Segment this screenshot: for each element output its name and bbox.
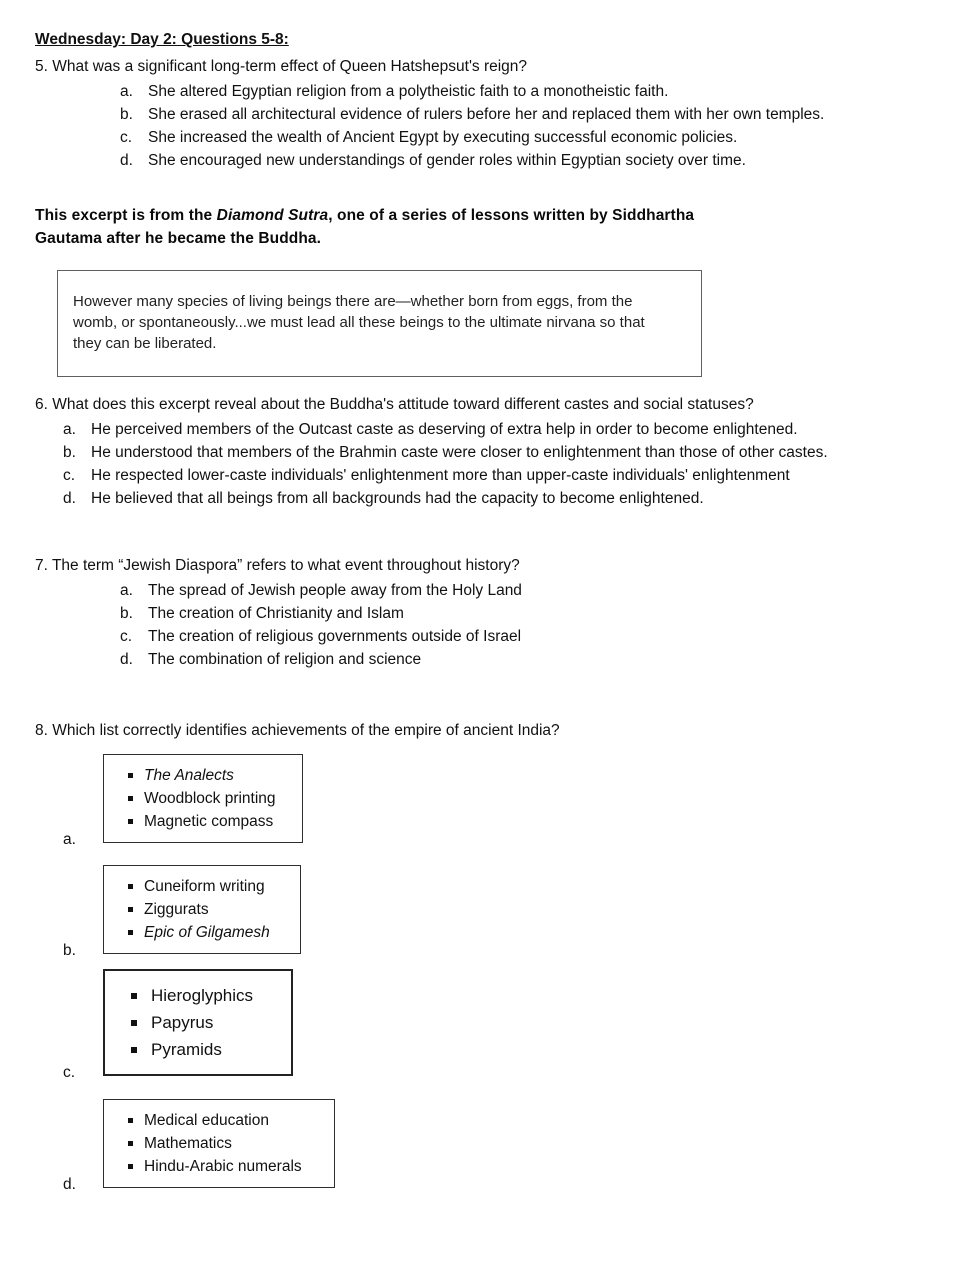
option-text: The spread of Jewish people away from the Holy Land <box>148 582 522 599</box>
list-item-text: Papyrus <box>151 1013 214 1032</box>
answer-option <box>120 80 959 103</box>
bullet-square-icon <box>128 796 133 801</box>
option-letter: c. <box>63 467 76 484</box>
answer-option <box>63 464 959 487</box>
list-item <box>110 810 296 833</box>
bullet-square-icon <box>131 1047 137 1053</box>
list-item <box>110 787 296 810</box>
list-item-text: Pyramids <box>151 1040 222 1059</box>
answer-option <box>120 579 959 602</box>
bullet-square-icon <box>128 1118 133 1123</box>
list-item <box>111 1009 285 1036</box>
answer-choice-b <box>35 865 959 959</box>
list-item <box>110 921 294 944</box>
question-8 <box>35 719 959 1193</box>
choice-label: d. <box>63 1176 76 1193</box>
bullet-square-icon <box>128 884 133 889</box>
excerpt-intro-before: This excerpt is from the <box>35 207 217 224</box>
list-item <box>111 1036 285 1063</box>
bullet-square-icon <box>131 1020 137 1026</box>
answer-list-box <box>103 1099 335 1188</box>
list-item <box>110 875 294 898</box>
list-item-text: Cuneiform writing <box>144 878 265 895</box>
option-letter: b. <box>120 106 133 123</box>
list-item-text: Ziggurats <box>144 901 209 918</box>
excerpt-source-title: Diamond Sutra <box>216 207 329 224</box>
bullet-square-icon <box>131 993 137 999</box>
excerpt-intro-after: , one of a series of lessons written by Siddhartha Gautama after he became the Buddha. <box>35 207 695 247</box>
excerpt-intro <box>35 204 700 250</box>
option-letter: a. <box>120 582 133 599</box>
option-letter: c. <box>120 628 133 645</box>
option-text: The combination of religion and science <box>148 651 422 668</box>
excerpt-box <box>57 270 702 377</box>
option-text: She encouraged new understandings of gender roles within Egyptian society over time. <box>148 152 746 169</box>
option-letter: c. <box>120 129 133 146</box>
list-item-text: Woodblock printing <box>144 790 276 807</box>
list-item-text: Epic of Gilgamesh <box>144 924 270 941</box>
option-letter: b. <box>63 444 76 461</box>
answer-option <box>120 149 959 172</box>
question-6-options <box>63 418 959 510</box>
option-text: He understood that members of the Brahmin caste were closer to enlightenment than those of other castes. <box>91 444 828 461</box>
answer-option <box>63 487 959 510</box>
option-letter: d. <box>63 490 76 507</box>
list-item <box>110 1132 328 1155</box>
answer-option <box>63 418 959 441</box>
list-item-text: Medical education <box>144 1112 269 1129</box>
question-7-text: 7. The term “Jewish Diaspora” refers to what event throughout history? <box>35 557 520 574</box>
page-title: Wednesday: Day 2: Questions 5-8: <box>35 31 289 48</box>
list-item <box>110 898 294 921</box>
option-letter: a. <box>63 421 76 438</box>
bullet-square-icon <box>128 773 133 778</box>
option-text: The creation of religious governments outside of Israel <box>148 628 522 645</box>
answer-choice-d <box>35 1099 959 1193</box>
list-item-text: Hieroglyphics <box>151 986 254 1005</box>
answer-option <box>120 648 959 671</box>
answer-choice-a <box>35 754 959 848</box>
option-text: She altered Egyptian religion from a polytheistic faith to a monotheistic faith. <box>148 83 669 100</box>
option-letter: d. <box>120 152 133 169</box>
option-text: He believed that all beings from all backgrounds had the capacity to become enlightened. <box>91 490 704 507</box>
option-letter: d. <box>120 651 133 668</box>
bullet-square-icon <box>128 907 133 912</box>
list-item-text: The Analects <box>144 767 234 784</box>
question-7-options <box>120 579 959 671</box>
question-5-text: 5. What was a significant long-term effect of Queen Hatshepsut's reign? <box>35 58 528 75</box>
answer-option <box>120 103 959 126</box>
list-item-text: Mathematics <box>144 1135 232 1152</box>
bullet-square-icon <box>128 930 133 935</box>
bullet-square-icon <box>128 1164 133 1169</box>
question-5 <box>35 55 959 172</box>
choice-label: c. <box>63 1064 76 1081</box>
option-text: She erased all architectural evidence of rulers before her and replaced them with her own temples. <box>148 106 825 123</box>
option-letter: b. <box>120 605 133 622</box>
answer-option <box>120 126 959 149</box>
option-text: She increased the wealth of Ancient Egypt by executing successful economic policies. <box>148 129 738 146</box>
bullet-square-icon <box>128 1141 133 1146</box>
list-item <box>111 982 285 1009</box>
list-item <box>110 1155 328 1178</box>
list-item-text: Magnetic compass <box>144 813 274 830</box>
choice-label: b. <box>63 942 76 959</box>
answer-option <box>120 625 959 648</box>
list-item-text: Hindu-Arabic numerals <box>144 1158 302 1175</box>
answer-choice-c <box>35 969 959 1081</box>
list-item <box>110 1109 328 1132</box>
choice-label: a. <box>63 831 76 848</box>
option-text: He respected lower-caste individuals' enlightenment more than upper-caste individuals' enlightenment <box>91 467 790 484</box>
option-text: He perceived members of the Outcast caste as deserving of extra help in order to become enlightened. <box>91 421 798 438</box>
answer-list-box <box>103 754 303 843</box>
answer-option <box>120 602 959 625</box>
question-6 <box>35 393 959 510</box>
question-6-text: 6. What does this excerpt reveal about the Buddha's attitude toward different castes and social statuses? <box>35 396 754 413</box>
excerpt-text: However many species of living beings there are—whether born from eggs, from the womb, or spontaneously...we must lead all these beings to the ultimate nirvana so that they can be liberated. <box>73 293 645 352</box>
question-8-text: 8. Which list correctly identifies achievements of the empire of ancient India? <box>35 722 560 739</box>
answer-option <box>63 441 959 464</box>
answer-list-box <box>103 969 293 1076</box>
question-7 <box>35 554 959 671</box>
list-item <box>110 764 296 787</box>
bullet-square-icon <box>128 819 133 824</box>
option-text: The creation of Christianity and Islam <box>148 605 404 622</box>
option-letter: a. <box>120 83 133 100</box>
answer-list-box <box>103 865 301 954</box>
question-5-options <box>120 80 959 172</box>
